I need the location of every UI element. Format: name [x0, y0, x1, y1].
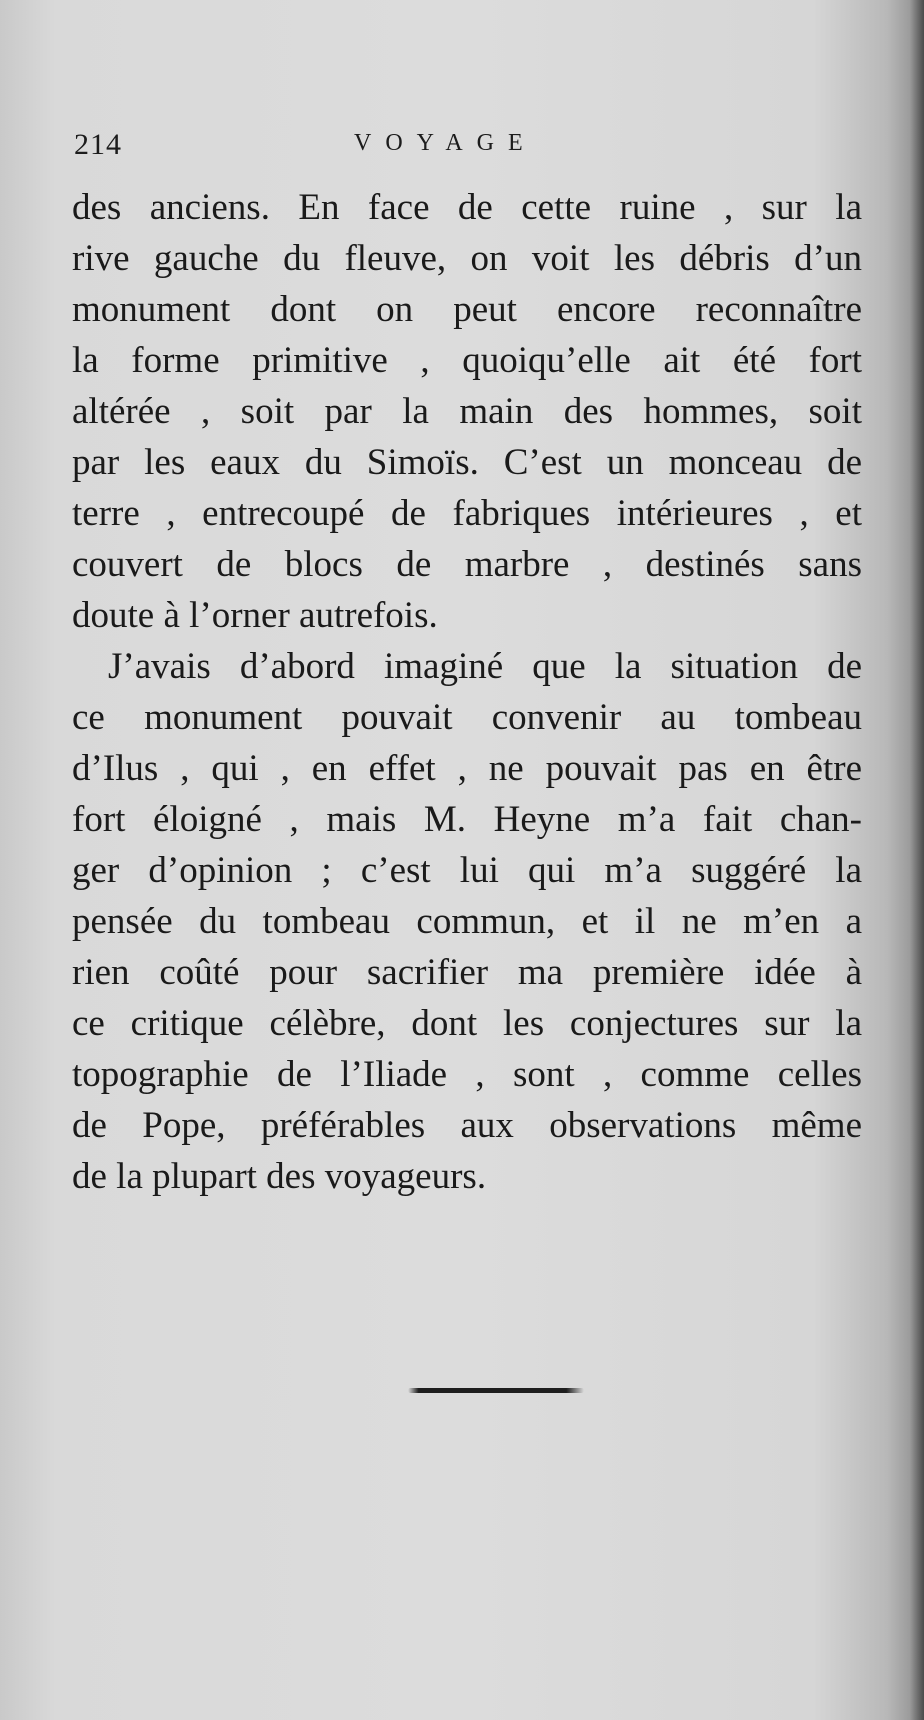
page-header: [74, 128, 864, 168]
text-line: rien coûté pour sacrifier ma première idée à: [72, 952, 862, 993]
text-line: terre , entrecoupé de fabriques intérieures , et: [72, 493, 862, 534]
text-line: de Pope, préférables aux observations même: [72, 1105, 862, 1146]
section-end-rule: [408, 1388, 584, 1393]
text-line: J’avais d’abord imaginé que la situation de: [108, 646, 862, 687]
text-line: topographie de l’Iliade , sont , comme celles: [72, 1054, 862, 1095]
text-line: rive gauche du fleuve, on voit les débris d’un: [72, 238, 862, 279]
text-line: ce monument pouvait convenir au tombeau: [72, 697, 862, 738]
text-line: doute à l’orner autrefois.: [72, 595, 438, 636]
text-line: monument dont on peut encore reconnaître: [72, 289, 862, 330]
text-line: pensée du tombeau commun, et il ne m’en a: [72, 901, 862, 942]
page-number: 214: [74, 128, 122, 161]
text-line: la forme primitive , quoiqu’elle ait été fort: [72, 340, 862, 381]
text-line: ce critique célèbre, dont les conjectures sur la: [72, 1003, 862, 1044]
text-line: par les eaux du Simoïs. C’est un monceau de: [72, 442, 862, 483]
text-line: altérée , soit par la main des hommes, soit: [72, 391, 862, 432]
body-text: [72, 182, 862, 1202]
text-line: d’Ilus , qui , en effet , ne pouvait pas en être: [72, 748, 862, 789]
text-line: couvert de blocs de marbre , destinés sans: [72, 544, 862, 585]
running-head: VOYAGE: [354, 130, 537, 156]
paragraph-2: [72, 641, 862, 1202]
text-line: des anciens. En face de cette ruine , sur la: [72, 187, 862, 228]
text-line: de la plupart des voyageurs.: [72, 1156, 487, 1197]
page-gutter-shadow: [910, 0, 924, 1720]
paragraph-1: [72, 182, 862, 641]
text-line: ger d’opinion ; c’est lui qui m’a suggéré la: [72, 850, 862, 891]
text-line: fort éloigné , mais M. Heyne m’a fait chan-: [72, 799, 862, 840]
